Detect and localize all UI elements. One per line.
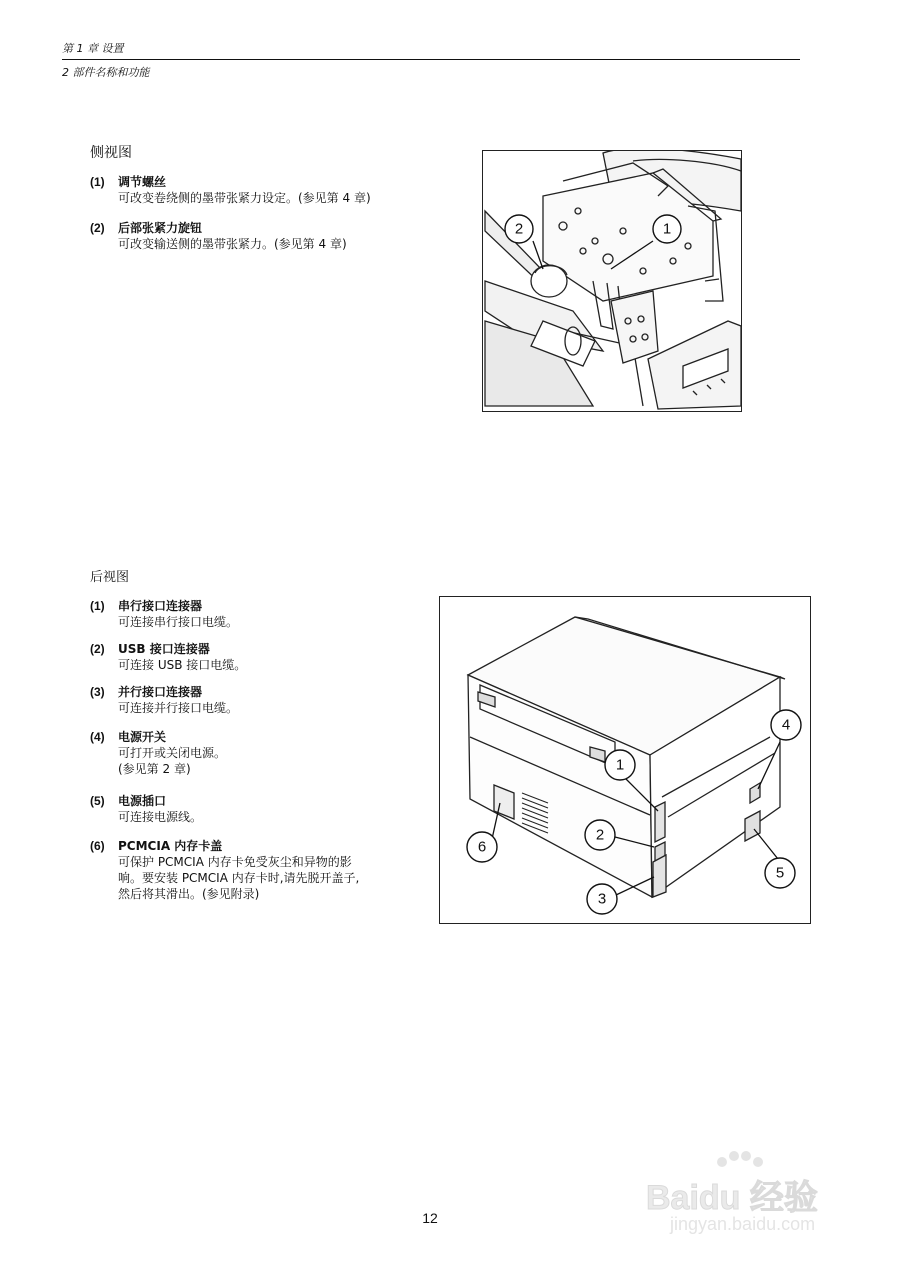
page-number: 12 bbox=[422, 1210, 438, 1226]
side-view-illustration bbox=[483, 151, 741, 411]
item-desc: 可连接电源线。 bbox=[118, 810, 203, 824]
item-title: USB 接口连接器 bbox=[118, 642, 210, 656]
item-desc: 可保护 PCMCIA 内存卡免受灰尘和异物的影 bbox=[118, 855, 352, 869]
side-item-1 bbox=[90, 174, 450, 206]
callout-label: 3 bbox=[597, 890, 607, 908]
item-desc: 可改变卷绕侧的墨带张紧力设定。(参见第 4 章) bbox=[118, 191, 371, 205]
item-desc: 可打开或关闭电源。 bbox=[118, 746, 227, 760]
watermark-brand: Baidu 经验 bbox=[646, 1179, 818, 1217]
page-header bbox=[62, 40, 800, 80]
header-rule bbox=[62, 59, 800, 60]
callout-label: 1 bbox=[662, 220, 672, 238]
side-view-figure bbox=[482, 150, 742, 412]
rear-callout-1 bbox=[605, 750, 635, 780]
chapter-title: 第 1 章 设置 bbox=[62, 42, 124, 55]
side-view-title: 侧视图 bbox=[90, 145, 132, 161]
item-number: (2) bbox=[90, 221, 105, 235]
rear-callout-5 bbox=[765, 858, 795, 888]
item-desc: 响。要安装 PCMCIA 内存卡时,请先脱开盖子, bbox=[118, 871, 360, 885]
item-desc: 可改变输送侧的墨带张紧力。(参见第 4 章) bbox=[118, 237, 347, 251]
rear-item-6 bbox=[90, 838, 430, 902]
rear-callout-2 bbox=[585, 820, 615, 850]
item-title: PCMCIA 内存卡盖 bbox=[118, 839, 223, 853]
item-title: 串行接口连接器 bbox=[118, 599, 203, 613]
rear-callout-4 bbox=[771, 710, 801, 740]
item-desc: 然后将其滑出。(参见附录) bbox=[118, 887, 260, 901]
rear-view-illustration bbox=[440, 597, 810, 923]
item-title: 电源开关 bbox=[118, 730, 167, 744]
section-title: 2 部件名称和功能 bbox=[62, 66, 150, 79]
item-desc: 可连接并行接口电缆。 bbox=[118, 701, 239, 715]
item-number: (5) bbox=[90, 794, 105, 808]
item-desc: 可连接串行接口电缆。 bbox=[118, 615, 239, 629]
rear-item-3 bbox=[90, 684, 450, 716]
callout-label: 5 bbox=[775, 864, 785, 882]
rear-item-4 bbox=[90, 729, 450, 777]
side-callout-2 bbox=[505, 215, 533, 243]
rear-item-2 bbox=[90, 641, 450, 673]
callout-label: 1 bbox=[615, 756, 625, 774]
item-number: (6) bbox=[90, 839, 105, 853]
item-title: 后部张紧力旋钮 bbox=[118, 221, 203, 235]
callout-label: 2 bbox=[595, 826, 605, 844]
rear-item-1 bbox=[90, 598, 450, 630]
callout-label: 2 bbox=[514, 220, 524, 238]
rear-view-figure bbox=[439, 596, 811, 924]
rear-callout-3 bbox=[587, 884, 617, 914]
item-desc: 可连接 USB 接口电缆。 bbox=[118, 658, 247, 672]
item-title: 调节螺丝 bbox=[118, 175, 167, 189]
item-number: (1) bbox=[90, 599, 105, 613]
callout-label: 6 bbox=[477, 838, 487, 856]
watermark-url: jingyan.baidu.com bbox=[670, 1214, 816, 1234]
item-number: (2) bbox=[90, 642, 105, 656]
side-callout-1 bbox=[653, 215, 681, 243]
item-number: (3) bbox=[90, 685, 105, 699]
item-number: (4) bbox=[90, 730, 105, 744]
rear-view-title: 后视图 bbox=[90, 570, 130, 585]
side-item-2 bbox=[90, 220, 450, 252]
item-desc: (参见第 2 章) bbox=[118, 762, 191, 776]
watermark bbox=[640, 1148, 860, 1248]
item-title: 电源插口 bbox=[118, 794, 167, 808]
item-title: 并行接口连接器 bbox=[118, 685, 203, 699]
rear-callout-6 bbox=[467, 832, 497, 862]
item-number: (1) bbox=[90, 175, 105, 189]
rear-item-5 bbox=[90, 793, 450, 825]
callout-label: 4 bbox=[781, 716, 791, 734]
